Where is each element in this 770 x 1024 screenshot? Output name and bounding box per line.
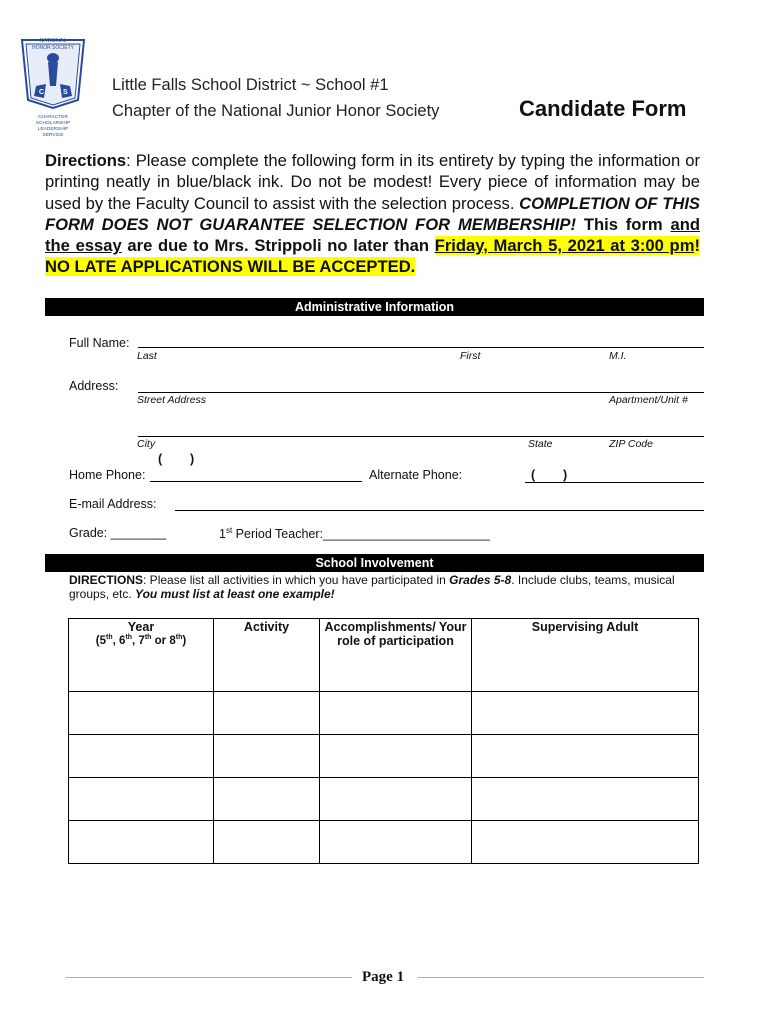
col-header-activity: Activity <box>214 619 320 692</box>
full-name-field[interactable] <box>138 347 704 348</box>
due-text-c: are due to Mrs. Strippoli no later than <box>121 236 430 256</box>
table-row <box>69 821 699 864</box>
directions-paragraph <box>45 150 700 278</box>
city-caption: City <box>137 438 156 450</box>
apt-caption: Apartment/Unit # <box>609 394 688 406</box>
teacher-field[interactable]: 1st Period Teacher:________________________ <box>219 526 490 542</box>
svg-text:CHARACTER: CHARACTER <box>38 115 68 120</box>
svg-text:S: S <box>63 89 68 96</box>
late-warning: ! NO LATE APPLICATIONS WILL BE ACCEPTED. <box>45 236 700 277</box>
zip-caption: ZIP Code <box>609 438 653 450</box>
home-phone-field[interactable] <box>150 481 362 482</box>
full-name-label: Full Name: <box>69 336 130 350</box>
svg-text:SERVICE: SERVICE <box>42 133 64 138</box>
directions-text: : Please complete the following form in its entirety by typing the information or printing neatly in blue/black ink. Do not be modest! Every piece of information may be used by the Faculty Council to assist with the selection process. <box>45 151 700 213</box>
svg-text:HONOR SOCIETY: HONOR SOCIETY <box>32 45 74 51</box>
svg-text:NATIONAL: NATIONAL <box>39 38 67 44</box>
grade-field[interactable]: Grade: ________ <box>69 526 167 540</box>
address-label: Address: <box>69 379 119 393</box>
last-name-caption: Last <box>137 350 157 362</box>
due-text-essay: and the essay <box>45 214 700 256</box>
directions-label: Directions <box>45 151 127 170</box>
home-area-code: ( ) <box>158 452 195 466</box>
involvement-table <box>68 618 699 864</box>
svg-text:C: C <box>39 89 45 96</box>
street-address-field[interactable] <box>138 392 704 393</box>
email-field[interactable] <box>175 510 704 511</box>
alt-phone-field[interactable] <box>525 482 704 483</box>
mi-caption: M.I. <box>609 350 627 362</box>
street-caption: Street Address <box>137 394 207 406</box>
table-row <box>69 692 699 735</box>
involvement-directions: DIRECTIONS: Please list all activities in which you have participated in Grades 5-8. Include clubs, teams, musical groups, etc. You must list at least one example! <box>69 573 675 601</box>
alt-phone-label: Alternate Phone: <box>369 468 463 482</box>
footer-rule-right <box>418 977 704 978</box>
city-state-zip-field[interactable] <box>138 436 704 437</box>
district-line: Little Falls School District ~ School #1 <box>112 76 389 94</box>
form-title: Candidate Form <box>519 96 687 121</box>
home-phone-label: Home Phone: <box>69 468 146 482</box>
first-name-caption: First <box>460 350 481 362</box>
col-header-accomplishments: Accomplishments/ Your role of participation <box>320 619 472 692</box>
table-row <box>69 735 699 778</box>
deadline: Friday, March 5, 2021 at 3:00 pm <box>434 236 695 256</box>
involvement-section-bar: School Involvement <box>45 554 704 572</box>
admin-section-bar: Administrative Information <box>45 298 704 316</box>
chapter-line: Chapter of the National Junior Honor Society <box>112 102 440 120</box>
footer-rule-left <box>66 977 352 978</box>
state-caption: State <box>528 438 553 450</box>
alt-area-code: ( ) <box>531 468 568 482</box>
svg-text:LEADERSHIP: LEADERSHIP <box>37 127 69 132</box>
due-text-a: This form <box>576 214 671 234</box>
page-number: Page 1 <box>362 969 405 985</box>
col-header-adult: Supervising Adult <box>472 619 699 692</box>
svg-text:SCHOLARSHIP: SCHOLARSHIP <box>35 121 71 126</box>
col-header-year: Year (5th, 6th, 7th or 8th) <box>69 619 214 692</box>
nhs-logo <box>18 34 88 144</box>
email-label: E-mail Address: <box>69 497 157 511</box>
table-row <box>69 778 699 821</box>
guarantee-warning: COMPLETION OF THIS FORM DOES NOT GUARANTEE SELECTION FOR MEMBERSHIP! <box>45 193 701 234</box>
